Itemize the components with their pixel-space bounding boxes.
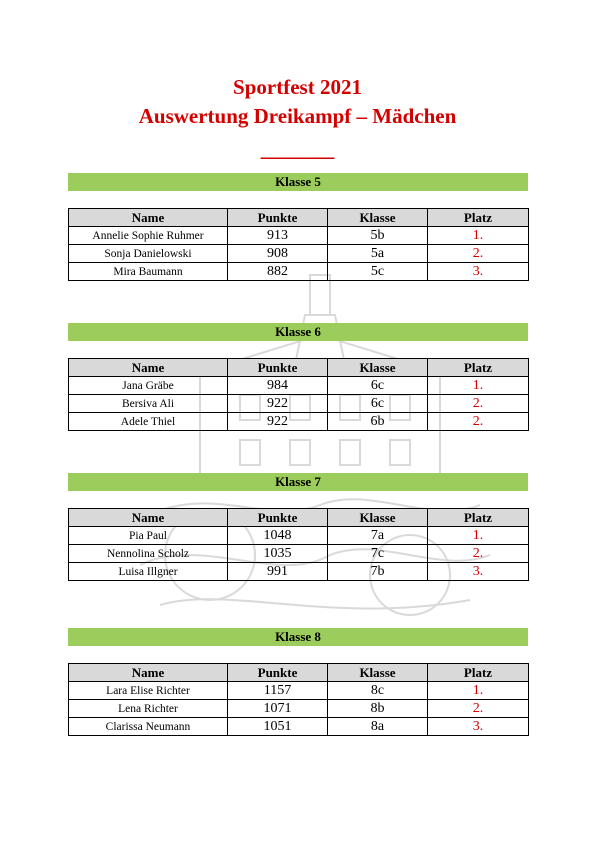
cell-platz: 3. xyxy=(428,563,529,581)
cell-platz: 2. xyxy=(428,245,529,263)
cell-klasse: 6c xyxy=(328,395,428,413)
cell-punkte: 908 xyxy=(228,245,328,263)
cell-punkte: 1035 xyxy=(228,545,328,563)
results-table xyxy=(68,508,529,581)
column-header-name: Name xyxy=(69,509,228,527)
column-header-klasse: Klasse xyxy=(328,664,428,682)
cell-platz: 2. xyxy=(428,700,529,718)
cell-punkte: 913 xyxy=(228,227,328,245)
cell-klasse: 5b xyxy=(328,227,428,245)
cell-platz: 1. xyxy=(428,682,529,700)
cell-name: Bersiva Ali xyxy=(69,395,228,413)
cell-klasse: 5c xyxy=(328,263,428,281)
cell-punkte: 1048 xyxy=(228,527,328,545)
cell-punkte: 984 xyxy=(228,377,328,395)
cell-name: Jana Gräbe xyxy=(69,377,228,395)
table-row xyxy=(69,545,529,563)
cell-klasse: 8a xyxy=(328,718,428,736)
section-heading: Klasse 6 xyxy=(68,323,528,341)
cell-name: Sonja Danielowski xyxy=(69,245,228,263)
column-header-platz: Platz xyxy=(428,209,529,227)
cell-platz: 3. xyxy=(428,263,529,281)
results-table xyxy=(68,663,529,736)
table-row xyxy=(69,413,529,431)
cell-platz: 1. xyxy=(428,527,529,545)
cell-name: Lara Elise Richter xyxy=(69,682,228,700)
column-header-name: Name xyxy=(69,664,228,682)
column-header-platz: Platz xyxy=(428,359,529,377)
table-row xyxy=(69,377,529,395)
cell-punkte: 991 xyxy=(228,563,328,581)
results-table xyxy=(68,208,529,281)
cell-platz: 2. xyxy=(428,395,529,413)
column-header-platz: Platz xyxy=(428,664,529,682)
cell-name: Lena Richter xyxy=(69,700,228,718)
cell-name: Nennolina Scholz xyxy=(69,545,228,563)
cell-name: Luisa Illgner xyxy=(69,563,228,581)
column-header-klasse: Klasse xyxy=(328,509,428,527)
cell-punkte: 1051 xyxy=(228,718,328,736)
cell-name: Pia Paul xyxy=(69,527,228,545)
cell-punkte: 922 xyxy=(228,413,328,431)
cell-punkte: 882 xyxy=(228,263,328,281)
table-header-row xyxy=(69,209,529,227)
results-table xyxy=(68,358,529,431)
table-row xyxy=(69,263,529,281)
cell-platz: 2. xyxy=(428,413,529,431)
cell-name: Adele Thiel xyxy=(69,413,228,431)
table-row xyxy=(69,527,529,545)
cell-punkte: 1157 xyxy=(228,682,328,700)
table-row xyxy=(69,700,529,718)
column-header-klasse: Klasse xyxy=(328,209,428,227)
cell-platz: 1. xyxy=(428,227,529,245)
table-row xyxy=(69,563,529,581)
table-header-row xyxy=(69,664,529,682)
cell-platz: 3. xyxy=(428,718,529,736)
column-header-punkte: Punkte xyxy=(228,509,328,527)
cell-klasse: 7b xyxy=(328,563,428,581)
column-header-name: Name xyxy=(69,359,228,377)
page-title: Sportfest 2021 xyxy=(233,75,362,99)
cell-platz: 2. xyxy=(428,545,529,563)
column-header-name: Name xyxy=(69,209,228,227)
table-row xyxy=(69,245,529,263)
column-header-punkte: Punkte xyxy=(228,359,328,377)
column-header-punkte: Punkte xyxy=(228,209,328,227)
cell-name: Clarissa Neumann xyxy=(69,718,228,736)
section-heading: Klasse 8 xyxy=(68,628,528,646)
cell-klasse: 6b xyxy=(328,413,428,431)
cell-name: Mira Baumann xyxy=(69,263,228,281)
cell-klasse: 8c xyxy=(328,682,428,700)
cell-klasse: 7c xyxy=(328,545,428,563)
cell-klasse: 5a xyxy=(328,245,428,263)
cell-klasse: 8b xyxy=(328,700,428,718)
table-header-row xyxy=(69,509,529,527)
cell-klasse: 7a xyxy=(328,527,428,545)
column-header-platz: Platz xyxy=(428,509,529,527)
column-header-punkte: Punkte xyxy=(228,664,328,682)
table-row xyxy=(69,395,529,413)
page-subtitle: Auswertung Dreikampf – Mädchen xyxy=(138,104,457,128)
cell-punkte: 922 xyxy=(228,395,328,413)
title-separator: _______ xyxy=(260,137,335,161)
cell-name: Annelie Sophie Ruhmer xyxy=(69,227,228,245)
column-header-klasse: Klasse xyxy=(328,359,428,377)
cell-klasse: 6c xyxy=(328,377,428,395)
section-heading: Klasse 7 xyxy=(68,473,528,491)
cell-punkte: 1071 xyxy=(228,700,328,718)
cell-platz: 1. xyxy=(428,377,529,395)
table-row xyxy=(69,682,529,700)
table-row xyxy=(69,718,529,736)
section-heading: Klasse 5 xyxy=(68,173,528,191)
table-row xyxy=(69,227,529,245)
table-header-row xyxy=(69,359,529,377)
